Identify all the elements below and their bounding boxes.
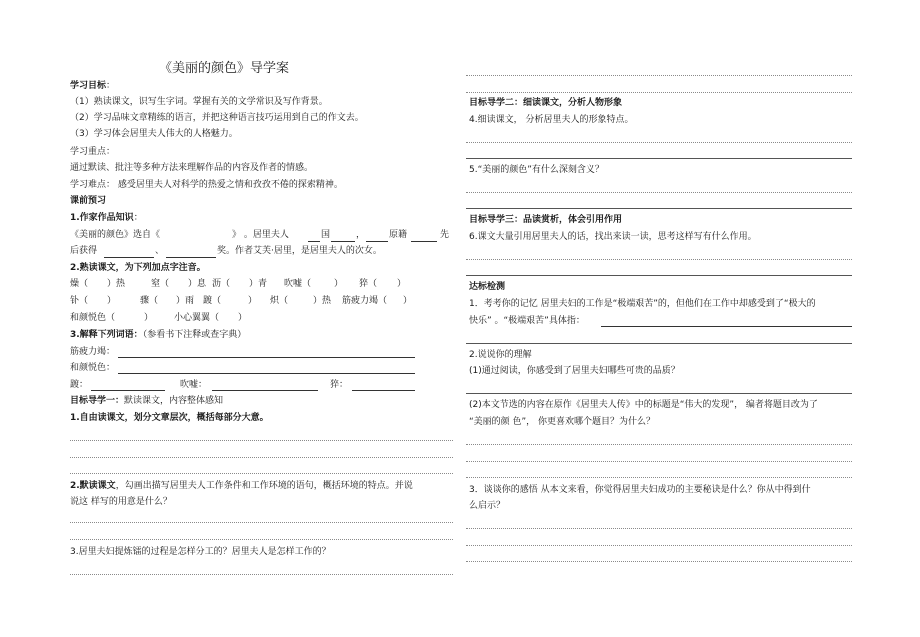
pinyin-item: ）热: [313, 296, 332, 306]
question-5: 5.“美丽的颜色”有什么深刻含义？: [469, 165, 604, 175]
pinyin-item: ）雨: [176, 296, 195, 306]
goal-3: （3）学习体会居里夫人伟大的人格魅力。: [70, 129, 238, 139]
pinyin-item: 小心翼翼（: [174, 313, 220, 323]
test-2-1: (1)通过阅读，你感受到了居里夫妇哪些可贵的品质？: [469, 366, 680, 376]
question-silent-read: [70, 482, 413, 491]
answer-line[interactable]: [466, 192, 852, 193]
q3-note: （参看书下注释或查字典）: [142, 330, 247, 340]
answer-line[interactable]: [466, 393, 852, 394]
answer-line[interactable]: [70, 522, 453, 523]
preview-heading: 课前预习: [70, 196, 107, 206]
q1-text-d: ，: [356, 230, 366, 240]
answer-line[interactable]: [466, 545, 852, 546]
pinyin-item: ）: [248, 296, 258, 306]
question-silent-read-cont: 说这 样写的用意是什么？: [70, 497, 172, 507]
question-auto-read: 1.自由读课文，划分文章层次，概括每部分大意。: [70, 413, 269, 423]
guide1-row: [70, 397, 223, 406]
pinyin-item: 沥（: [212, 279, 231, 289]
answer-line[interactable]: [70, 539, 453, 540]
test-1-line2: 快乐” 。“极端艰苦”具体指：: [469, 316, 585, 326]
answer-line[interactable]: [466, 259, 852, 260]
q1-text-b: 》 。居里夫人: [232, 230, 289, 240]
word-jinpilijie: 筋疲力竭：: [70, 347, 116, 357]
blank-origin[interactable]: [411, 241, 437, 242]
q3-heading: 3.解释下列词语：: [70, 330, 143, 340]
question-silent-read-label: 2.默读课文: [70, 481, 116, 491]
q1-colon: ：: [133, 213, 143, 223]
test-2-2-line2: “美丽的颜 色”， 你更喜欢哪个题目？为什么？: [469, 417, 656, 427]
goals-colon: ：: [106, 81, 116, 91]
word-cu: 猝：: [330, 380, 349, 390]
pinyin-item: ）: [334, 279, 344, 289]
test-heading: 达标检测: [469, 282, 506, 292]
pinyin-item: 和颜悦色（: [70, 313, 116, 323]
pinyin-item: ）: [107, 296, 117, 306]
answer-line[interactable]: [466, 444, 852, 445]
pinyin-item: ）青: [249, 279, 268, 289]
question-refine: 3.居里夫妇提炼镭的过程是怎样分工的？居里夫人是怎样工作的？: [70, 547, 331, 557]
key-points-text: 通过默读、批注等多种方法来理解作品的内容及作者的情感。: [70, 163, 314, 173]
answer-line[interactable]: [466, 561, 852, 562]
pinyin-item: ）: [397, 279, 407, 289]
answer-line[interactable]: [466, 275, 852, 276]
q1-heading-row: [70, 214, 143, 223]
answer-line[interactable]: [466, 142, 852, 143]
pinyin-item: 猝（: [359, 279, 378, 289]
q3-heading-row: [70, 331, 246, 340]
test-2-2-line1: (2)本文节选的内容在原作《居里夫人传》中的标题是“伟大的发现”， 编者将题目改为了: [469, 400, 818, 410]
difficult-points: 学习难点： 感受居里夫人对科学的热爱之情和孜孜不倦的探索精神。: [70, 180, 343, 190]
pinyin-item: 吹嘘（: [284, 279, 312, 289]
goal-1: （1）熟读课文，识写生字词。掌握有关的文学常识及写作背景。: [70, 97, 328, 107]
answer-line[interactable]: [601, 326, 852, 327]
test-3-line1: 3．谈谈你的感悟 从本文来看，你觉得居里夫妇成功的主要秘诀是什么？你从中得到什: [469, 485, 811, 495]
guide2-heading: 目标导学二：细读课文，分析人物形象: [469, 98, 623, 108]
q1-awards-text: 后获得: [70, 246, 98, 256]
answer-line[interactable]: [466, 461, 852, 462]
answer-line[interactable]: [466, 528, 852, 529]
answer-line[interactable]: [118, 373, 415, 374]
question-4: 4.细读课文， 分析居里夫人的形象特点。: [469, 115, 634, 125]
answer-line[interactable]: [352, 390, 415, 391]
answer-line[interactable]: [70, 457, 453, 458]
word-heyanyuese: 和颜悦色：: [70, 363, 116, 373]
q1-awards-sep: 、: [155, 246, 165, 256]
pinyin-item: ）热: [107, 279, 126, 289]
blank-award-1[interactable]: [104, 257, 154, 258]
pinyin-item: 筋疲力竭（: [342, 296, 388, 306]
pinyin-item: 燥（: [70, 279, 89, 289]
answer-line[interactable]: [466, 92, 852, 93]
blank-occupation[interactable]: [366, 241, 388, 242]
word-duo: 踱：: [70, 380, 89, 390]
answer-line[interactable]: [70, 440, 453, 441]
guide3-heading: 目标导学三：品读赏析，体会引用作用: [469, 215, 623, 225]
pinyin-item: 炽（: [270, 296, 289, 306]
pinyin-item: ）: [238, 313, 248, 323]
key-points-heading: 学习重点：: [70, 147, 116, 157]
pinyin-item: 骤（: [140, 296, 159, 306]
answer-line[interactable]: [212, 390, 318, 391]
blank-award-2[interactable]: [166, 257, 216, 258]
test-3-line2: 么启示？: [469, 501, 506, 511]
goals-heading-row: [70, 82, 115, 91]
guide1-text: 默读课文，内容整体感知: [124, 396, 224, 406]
q1-heading: 1.作家作品知识: [70, 213, 134, 223]
pinyin-item: ）: [144, 313, 154, 323]
answer-line[interactable]: [466, 343, 852, 344]
pinyin-item: 窒（: [151, 279, 170, 289]
test-2-heading: 2.说说你的理解: [469, 350, 532, 360]
q2-heading: 2.熟读课文，为下列加点字注音。: [70, 263, 206, 273]
q1-source-text: 《美丽的颜色》选自《: [70, 230, 161, 240]
q1-text-c: 国: [321, 230, 331, 240]
word-chuixu: 吹嘘：: [180, 380, 208, 390]
answer-line[interactable]: [91, 390, 165, 391]
goal-2: （2）学习品味文章精练的语言，并把这种语言技巧运用到自己的作文去。: [70, 113, 364, 123]
q1-text-e: 原籍: [389, 230, 408, 240]
guide1-heading: 目标导学一：: [70, 396, 125, 406]
answer-line[interactable]: [466, 75, 852, 76]
question-6: 6.课文大量引用居里夫人的话，找出来读一读，思考这样写有什么作用。: [469, 232, 757, 242]
blank-nationality[interactable]: [308, 241, 320, 242]
q1-text-f: 先: [440, 230, 450, 240]
goals-heading: 学习目标: [70, 81, 107, 91]
answer-line[interactable]: [70, 574, 453, 575]
answer-line[interactable]: [118, 357, 415, 358]
page-title: 《美丽的颜色》导学案: [159, 61, 290, 76]
pinyin-item: 踱（: [203, 296, 222, 306]
q1-awards-rest: 奖。作者艾芙·居里，是居里夫人的次女。: [217, 246, 382, 256]
pinyin-item: 钋（: [70, 296, 89, 306]
answer-line[interactable]: [466, 477, 852, 478]
question-silent-read-text: ，勾画出描写居里夫人工作条件和工作环境的语句，概括环境的特点。并说: [115, 481, 413, 491]
test-1-line1: 1．考考你的记忆 居里夫妇的工作是“极端艰苦”的，但他们在工作中却感受到了“极大的: [469, 299, 816, 309]
answer-line[interactable]: [70, 473, 453, 474]
pinyin-item: ）息: [188, 279, 207, 289]
blank-name[interactable]: [331, 241, 355, 242]
answer-line[interactable]: [466, 158, 852, 159]
answer-line[interactable]: [466, 208, 852, 209]
pinyin-item: ）: [403, 296, 413, 306]
